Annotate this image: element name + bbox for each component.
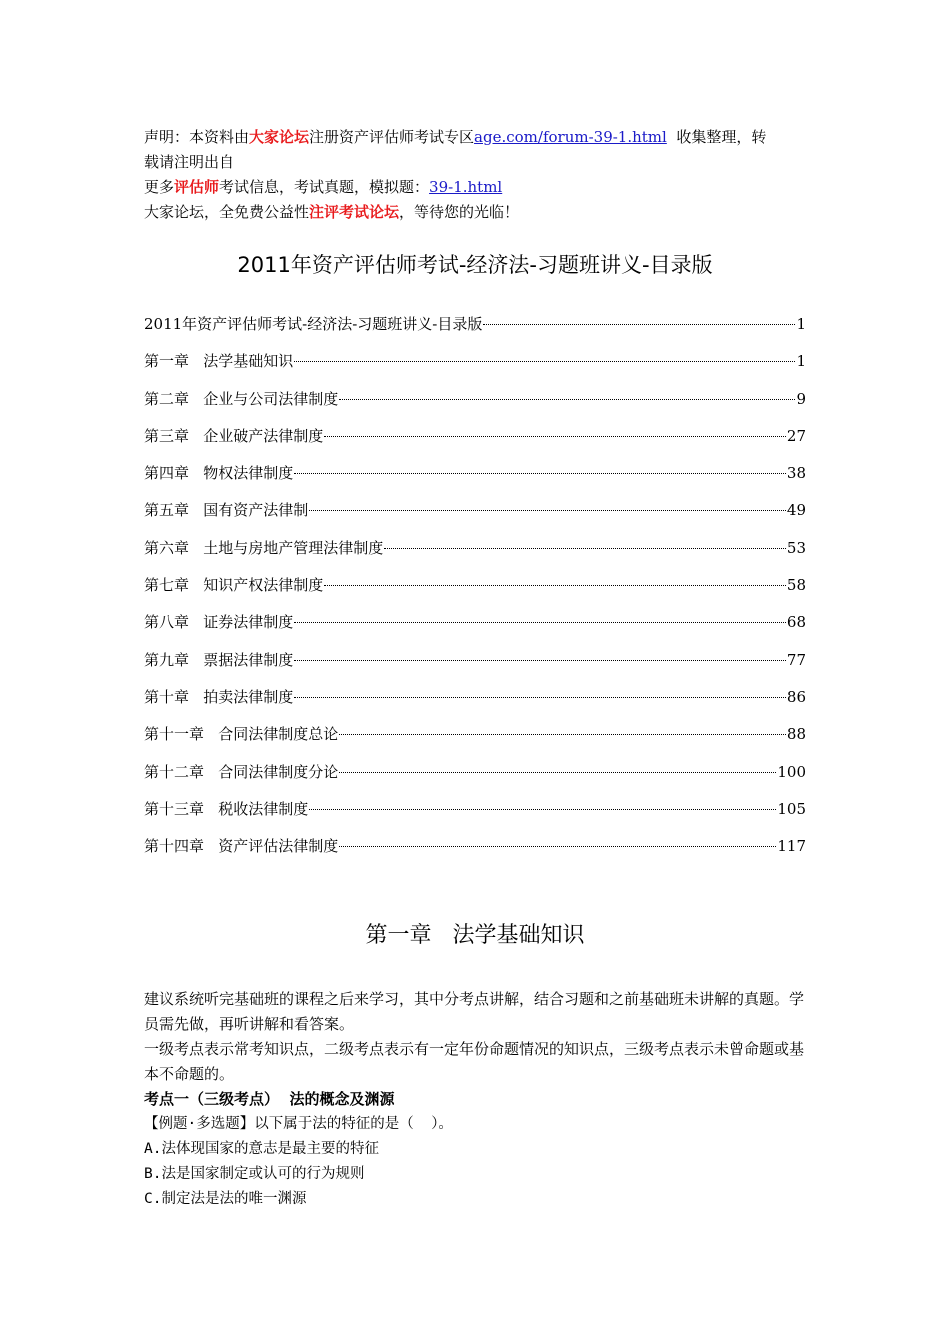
option-a: A.法体现国家的意志是最主要的特征 — [144, 1141, 379, 1157]
toc-entry[interactable] — [144, 573, 806, 610]
toc-entry-label: 第十章 拍卖法律制度 — [144, 687, 294, 706]
toc-dot-leader — [339, 399, 795, 400]
option-b: B.法是国家制定或认可的行为规则 — [144, 1166, 365, 1182]
forum-link-1[interactable]: age.com/forum-39-1.html — [474, 128, 667, 146]
toc-entry-page-number: 77 — [786, 650, 806, 669]
toc-dot-leader — [294, 697, 786, 698]
exam-point-heading: 考点一（三级考点） 法的概念及渊源 — [144, 1090, 395, 1108]
toc-entry-label: 第六章 土地与房地产管理法律制度 — [144, 538, 384, 557]
toc-entry-page-number: 117 — [777, 837, 806, 856]
chapter-body — [144, 987, 806, 1212]
toc-entry[interactable] — [144, 498, 806, 535]
toc-dot-leader — [339, 846, 776, 847]
toc-dot-leader — [309, 809, 776, 810]
example-question: 【例题·多选题】以下属于法的特征的是（ ）。 — [144, 1116, 453, 1132]
notice-line-3: 更多评估师考试信息，考试真题，模拟题：39-1.html — [144, 178, 503, 196]
toc-entry-label: 第十二章 合同法律制度分论 — [144, 762, 339, 781]
exam-forum-highlight: 注评考试论坛 — [309, 203, 400, 221]
intro-paragraph: 建议系统听完基础班的课程之后来学习，其中分考点讲解，结合习题和之前基础班未讲解的真题。学员需先做，再听讲解和看答案。 — [144, 990, 805, 1033]
toc-entry-page-number: 58 — [786, 576, 806, 595]
toc-dot-leader — [384, 548, 786, 549]
toc-entry-label: 2011年资产评估师考试-经济法-习题班讲义-目录版 — [144, 315, 483, 333]
toc-entry-label: 第八章 证券法律制度 — [144, 613, 294, 632]
toc-entry-page-number: 27 — [786, 426, 806, 445]
option-c: C.制定法是法的唯一渊源 — [144, 1191, 307, 1207]
toc-entry-label: 第三章 企业破产法律制度 — [144, 426, 324, 445]
toc-entry[interactable] — [144, 722, 806, 759]
chapter-title: 第一章 法学基础知识 — [365, 923, 585, 948]
toc-entry[interactable] — [144, 648, 806, 685]
toc-dot-leader — [324, 436, 786, 437]
toc-entry-label: 第五章 国有资产法律制 — [144, 501, 309, 520]
toc-dot-leader — [294, 622, 786, 623]
toc-dot-leader — [294, 660, 786, 661]
toc-entry[interactable] — [144, 685, 806, 722]
toc-entry-page-number: 86 — [786, 687, 806, 706]
table-of-contents — [144, 312, 806, 871]
toc-dot-leader — [324, 585, 786, 586]
toc-entry-page-number: 1 — [796, 315, 806, 333]
toc-entry-page-number: 38 — [786, 464, 806, 483]
document-title: 2011年资产评估师考试-经济法-习题班讲义-目录版 — [237, 253, 713, 277]
toc-dot-leader — [339, 772, 776, 773]
toc-entry[interactable] — [144, 760, 806, 797]
toc-entry-label: 第十一章 合同法律制度总论 — [144, 725, 339, 744]
forum-name: 大家论坛 — [249, 128, 310, 146]
toc-entry-label: 第二章 企业与公司法律制度 — [144, 389, 339, 408]
toc-entry-page-number: 100 — [777, 762, 806, 781]
toc-entry[interactable] — [144, 349, 806, 386]
toc-entry[interactable] — [144, 610, 806, 647]
notice-line-4: 大家论坛，全免费公益性注评考试论坛，等待您的光临！ — [144, 203, 520, 221]
toc-entry-page-number: 68 — [786, 613, 806, 632]
toc-entry-page-number: 105 — [777, 799, 806, 818]
level-explanation-paragraph: 一级考点表示常考知识点，二级考点表示有一定年份命题情况的知识点，三级考点表示未曾命题或基本不命题的。 — [144, 1040, 805, 1083]
toc-entry[interactable] — [144, 834, 806, 871]
toc-entry[interactable] — [144, 387, 806, 424]
toc-entry-page-number: 9 — [796, 389, 806, 408]
toc-dot-leader — [309, 510, 786, 511]
toc-entry-label: 第一章 法学基础知识 — [144, 352, 294, 371]
toc-dot-leader — [339, 734, 786, 735]
toc-entry-label: 第七章 知识产权法律制度 — [144, 576, 324, 595]
toc-entry[interactable] — [144, 461, 806, 498]
toc-entry-label: 第十四章 资产评估法律制度 — [144, 837, 339, 856]
toc-entry-page-number: 53 — [786, 538, 806, 557]
toc-entry[interactable] — [144, 536, 806, 573]
toc-dot-leader — [483, 324, 795, 325]
toc-entry-page-number: 1 — [796, 352, 806, 371]
toc-dot-leader — [294, 473, 786, 474]
notice-line-1: 声明：本资料由大家论坛注册资产评估师考试专区age.com/forum-39-1.html 收集整理，转 — [144, 128, 767, 146]
evaluator-highlight: 评估师 — [174, 178, 220, 196]
notice-line-2: 载请注明出自 — [144, 153, 235, 171]
toc-entry-page-number: 88 — [786, 725, 806, 744]
toc-entry[interactable] — [144, 312, 806, 349]
forum-link-2[interactable]: 39-1.html — [429, 178, 503, 196]
toc-entry-label: 第九章 票据法律制度 — [144, 650, 294, 669]
toc-entry-page-number: 49 — [786, 501, 806, 520]
toc-dot-leader — [294, 361, 795, 362]
toc-entry-label: 第四章 物权法律制度 — [144, 464, 294, 483]
toc-entry[interactable] — [144, 797, 806, 834]
toc-entry[interactable] — [144, 424, 806, 461]
copyright-notice — [144, 125, 806, 225]
toc-entry-label: 第十三章 税收法律制度 — [144, 799, 309, 818]
